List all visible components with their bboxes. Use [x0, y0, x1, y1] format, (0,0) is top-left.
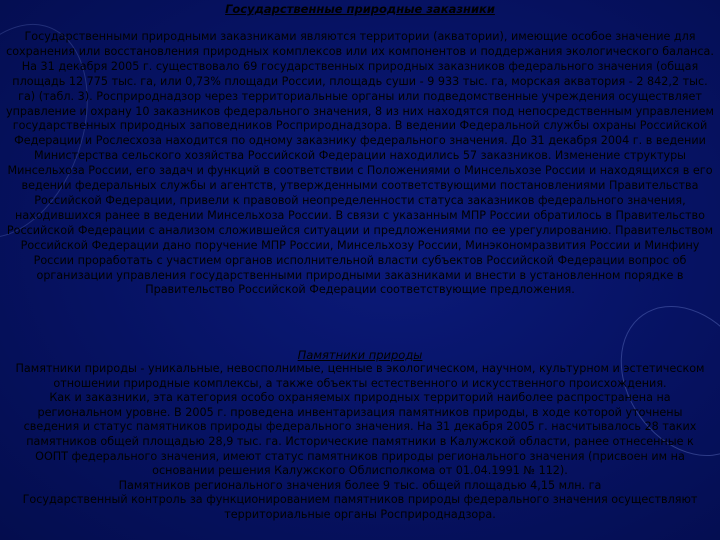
- paragraph-definition-zakazniki: [4, 30, 716, 298]
- section-pamyatniki: [0, 348, 720, 523]
- section-zakazniki: [0, 2, 720, 298]
- paragraph-text: Государственный контроль за функционированием памятников природы федерального значения осуществляют территориальные органы Росприроднадзора.: [22, 493, 698, 521]
- paragraph-text: Как и заказники, эта категория особо охраняемых природных территорий наиболее распространена на региональном уровне. В 2005 г. проведена инвентаризация памятников природы, в ходе которой уточнены сведения и статус памятников природы федерального значения. На 31 декабря 2005 г. насчитывалось 28 таких памятников общей площадью 28,9 тыс. га. Исторические памятники в Калужской области, ранее отнесенные к ООПТ федерального значения, имеют статус памятников природы регионального значения (присвоен им на основании решения Калужского Облисполкома от 01.04.1991 № 112).: [23, 391, 697, 478]
- paragraph-text: На 31 декабря 2005 г. существовало 69 государственных природных заказников федерального значения (общая площадь 12 775 тыс. га, или 0,73% площади России, площадь суши - 9 933 тыс. га, морская акватория - 2 842,2 тыс. га) (табл. 3). Росприроднадзор через территориальные органы или подведомственные учреждения осуществляет управление и охрану 10 заказников федерального значения, 8 из них находятся под непосредственным управлением государственных природных заповедников Росприроднадзора. В ведении Федеральной службы охраны Российской Федерации и Рослесхоза находится по одному заказнику федерального значения. До 31 декабря 2004 г. в ведении Министерства сельского хозяйства Российской Федерации находились 57 заказников. Изменение структуры Минсельхоза России, его задач и функций в соответствии с Положениями о Минсельхозе России и находящихся в его ведении федеральных службы и агентств, утвержденными соответствующими постановлениями Правительства Российской Федерации, привели к правовой неопределенности статуса заказников федерального значения, находившихся ранее в ведении Минсельхоза России. В связи с указанным МПР России обратилось в Правительство Российской Федерации с анализом сложившейся ситуации и предложениями по ее урегулированию. Правительством Российской Федерации дано поручение МПР России, Минсельхозу России, Минэкономразвития России и Минфину России проработать с участием органов исполнительной власти субъектов Российской Федерации вопрос об организации управления государственными природными заказниками и внести в установленном порядке в Правительство Российской Федерации соответствующие предложения.: [6, 59, 714, 297]
- paragraph-text: Государственными природными заказниками являются территории (акватории), имеющие особое значение для сохранения или восстановления природных комплексов или их компонентов и поддержания экологического баланса.: [6, 30, 714, 58]
- paragraph-text: Памятники природы - уникальные, невосполнимые, ценные в экологическом, научном, культурном и эстетическом отношении природные комплексы, а также объекты естественного и искусственного происхождения.: [15, 362, 705, 390]
- paragraph-text: Памятников регионального значения более 9 тыс. общей площадью 4,15 млн. га: [118, 478, 602, 492]
- section-title-zakazniki: Государственные природные заказники: [225, 2, 495, 16]
- paragraph-definition-pamyatniki: [10, 362, 710, 523]
- section-title-pamyatniki: Памятники природы: [297, 348, 423, 362]
